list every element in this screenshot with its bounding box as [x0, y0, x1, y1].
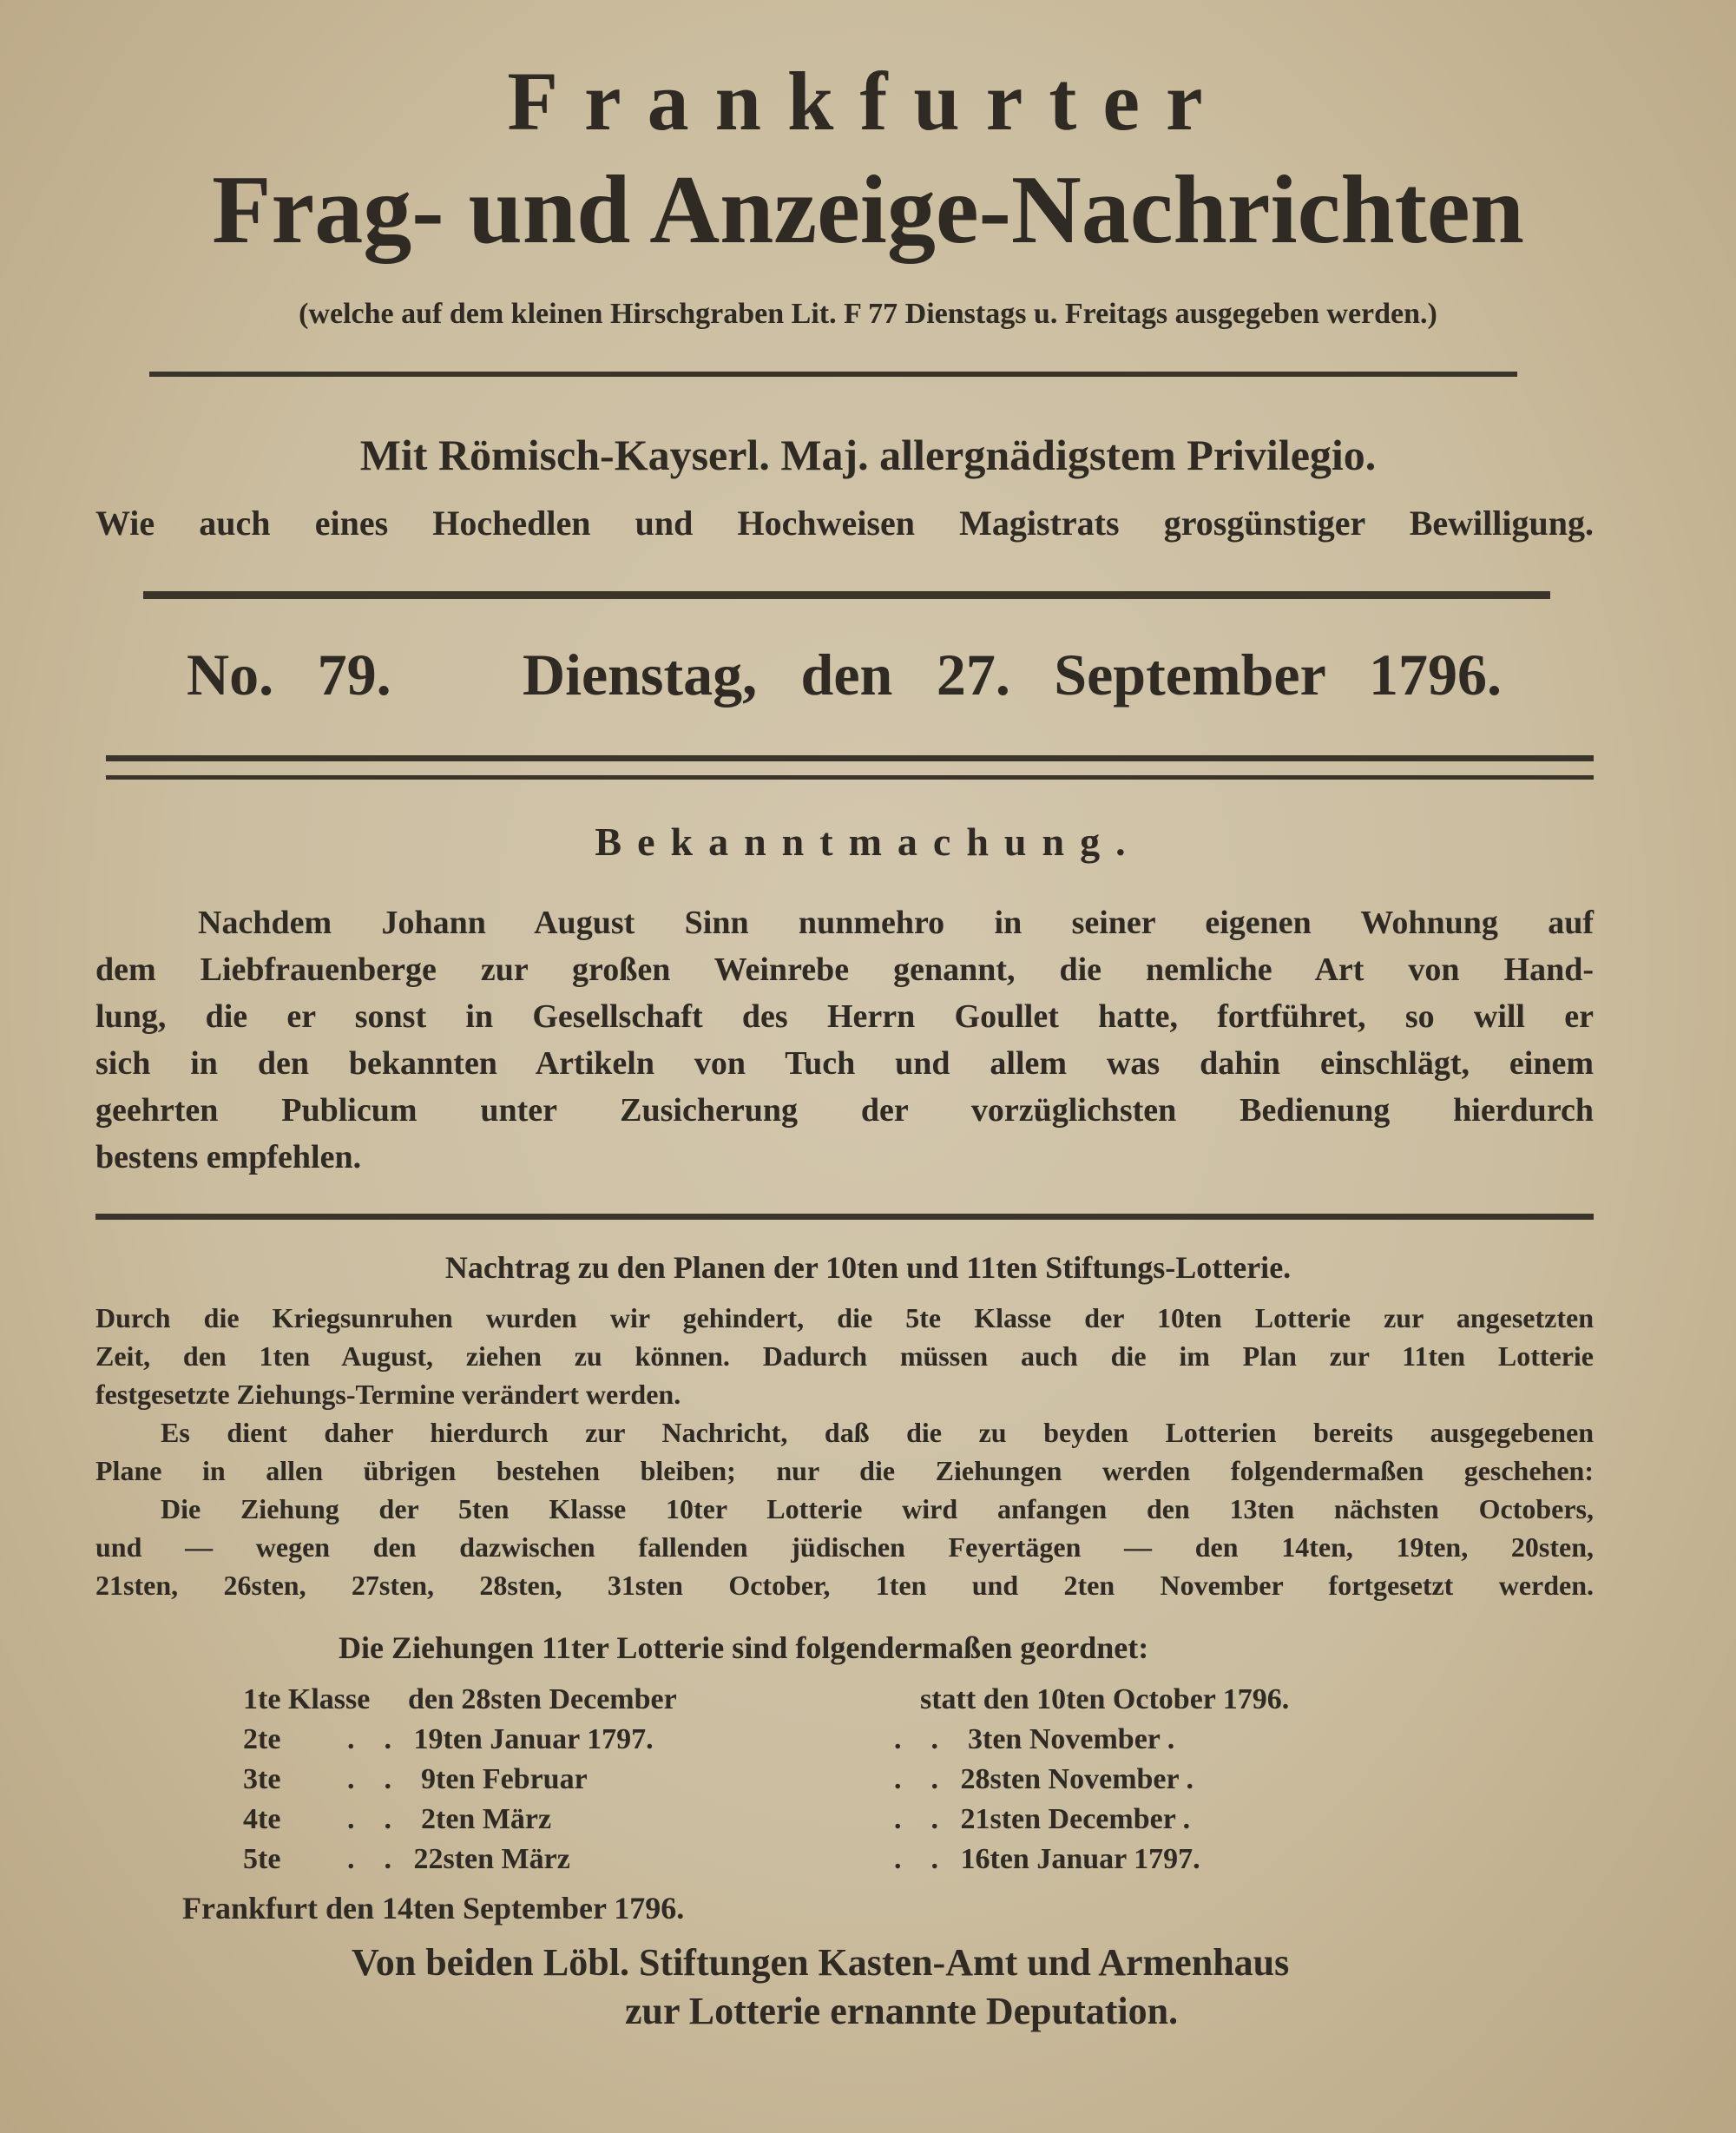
divider	[143, 591, 1550, 599]
signature-line2: zur Lotterie ernannte Deputation.	[625, 1990, 1179, 2032]
lottery-line: festgesetzte Ziehungs-Termine verändert werden.	[95, 1379, 681, 1410]
schedule-heading: Die Ziehungen 11ter Lotterie sind folgendermaßen geordnet:	[339, 1630, 1149, 1665]
masthead-title-line2: Frag- und Anzeige-Nachrichten	[212, 156, 1524, 264]
lottery-line: Zeit, den 1ten August, ziehen zu können. Dadurch müssen auch die im Plan zur 11ten Lotterie	[95, 1340, 1594, 1372]
schedule-class: 3te	[243, 1763, 281, 1795]
lottery-line: Es dient daher hierdurch zur Nachricht, daß die zu beyden Lotterien bereits ausgegebenen	[161, 1417, 1594, 1448]
lottery-heading: Nachtrag zu den Planen der 10ten und 11ten Stiftungs-Lotterie.	[444, 1250, 1292, 1285]
issue-number: No. 79.	[187, 642, 391, 708]
lottery-line: Plane in allen übrigen bestehen bleiben; nur die Ziehungen werden folgendermaßen geschehen:	[95, 1455, 1594, 1486]
lottery-line: und — wegen den dazwischen fallenden jüdischen Feyertägen — den 14ten, 19ten, 20sten,	[95, 1531, 1594, 1563]
schedule-new-date: den 28sten December	[408, 1683, 677, 1715]
announcement-line: dem Liebfrauenberge zur großen Weinrebe genannt, die nemliche Art von Hand-	[95, 951, 1594, 988]
schedule-new-date: . . 22sten März	[347, 1843, 570, 1875]
announcement-heading: Bekanntmachung.	[595, 820, 1141, 864]
announcement-line: lung, die er sonst in Gesellschaft des Herrn Goullet hatte, fortführet, so will er	[95, 998, 1594, 1035]
schedule-new-date: . . 19ten Januar 1797.	[347, 1723, 654, 1755]
lottery-line: Durch die Kriegsunruhen wurden wir gehindert, die 5te Klasse der 10ten Lotterie zur angesetzten	[95, 1302, 1594, 1333]
schedule-new-date: . . 2ten März	[347, 1803, 552, 1835]
divider	[106, 755, 1594, 761]
privilege-line1: Mit Römisch-Kayserl. Maj. allergnädigstem Privilegio.	[359, 431, 1377, 479]
issue-date: Dienstag, den 27. September 1796.	[522, 642, 1503, 708]
schedule-old-date: . . 21sten December .	[894, 1803, 1191, 1835]
dateline: Frankfurt den 14ten September 1796.	[182, 1891, 685, 1926]
divider	[106, 775, 1594, 780]
announcement-line: Nachdem Johann August Sinn nunmehro in seiner eigenen Wohnung auf	[198, 905, 1594, 941]
signature-line1: Von beiden Löbl. Stiftungen Kasten-Amt und Armenhaus	[352, 1941, 1290, 1984]
schedule-class: 1te Klasse	[243, 1683, 371, 1715]
schedule-class: 4te	[243, 1803, 281, 1835]
schedule-old-date: . . 16ten Januar 1797.	[894, 1843, 1200, 1875]
privilege-line2: Wie auch eines Hochedlen und Hochweisen Magistrats grosgünstiger Bewilligung.	[95, 504, 1594, 543]
divider	[95, 1214, 1594, 1220]
schedule-old-date: . . 3ten November .	[894, 1723, 1175, 1755]
announcement-line: bestens empfehlen.	[95, 1139, 362, 1175]
schedule-class: 5te	[243, 1843, 281, 1875]
lottery-line: 21sten, 26sten, 27sten, 28sten, 31sten October, 1ten und 2ten November fortgesetzt werden.	[95, 1570, 1594, 1601]
masthead-title-line1: Frankfurter	[507, 55, 1229, 148]
schedule-new-date: . . 9ten Februar	[347, 1763, 588, 1795]
announcement-line: sich in den bekannten Artikeln von Tuch und allem was dahin einschlägt, einem	[95, 1045, 1594, 1082]
masthead-subtitle: (welche auf dem kleinen Hirschgraben Lit. F 77 Dienstags u. Freitags ausgegeben werden.)	[299, 298, 1437, 330]
schedule-class: 2te	[243, 1723, 281, 1755]
divider	[149, 372, 1517, 377]
lottery-line: Die Ziehung der 5ten Klasse 10ter Lotterie wird anfangen den 13ten nächsten Octobers,	[161, 1493, 1594, 1524]
issue-line	[187, 641, 1502, 708]
announcement-line: geehrten Publicum unter Zusicherung der vorzüglichsten Bedienung hierdurch	[95, 1092, 1594, 1129]
schedule-old-date: . . 28sten November .	[894, 1763, 1194, 1795]
schedule-old-date: statt den 10ten October 1796.	[920, 1683, 1290, 1715]
